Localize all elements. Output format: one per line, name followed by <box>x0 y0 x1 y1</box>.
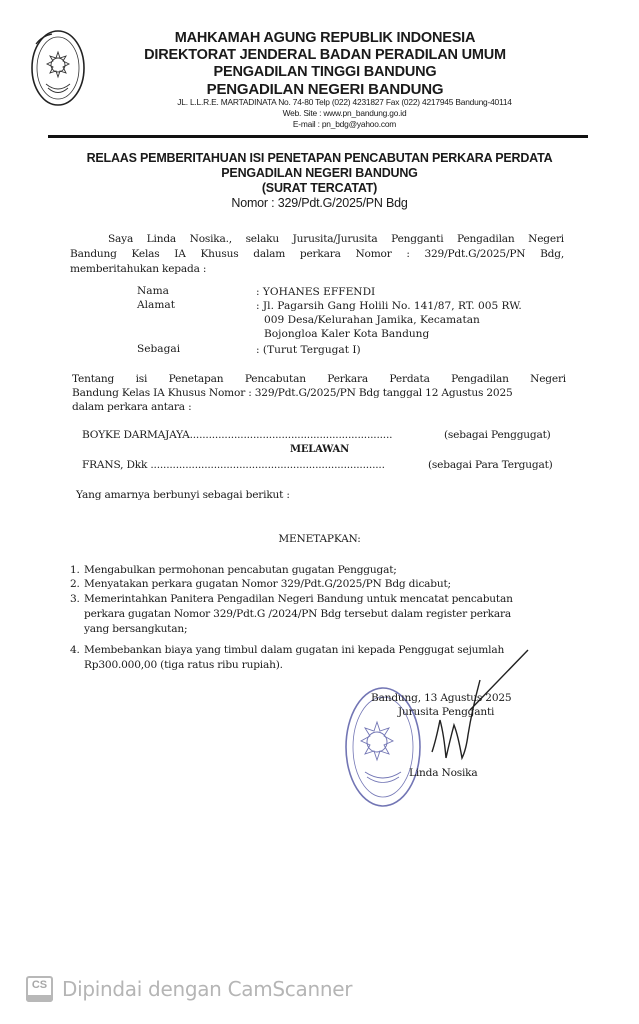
defendant-role: (sebagai Para Tergugat) <box>428 459 553 471</box>
court-seal-icon <box>30 28 86 108</box>
document-number: Nomor : 329/Pdt.G/2025/PN Bdg <box>231 196 408 210</box>
signature-position: Jurusita Pengganti <box>398 706 495 718</box>
decision-item-3-line-1: Memerintahkan Panitera Pengadilan Negeri Bandung untuk mencatat pencabutan <box>84 593 513 605</box>
about-line-3: dalam perkara antara : <box>72 401 192 413</box>
decision-item-3-number: 3. <box>70 593 80 605</box>
about-line-1: Tentang isi Penetapan Pencabutan Perkara Perdata Pengadilan Negeri <box>72 373 566 385</box>
letterhead-line-3: PENGADILAN TINGGI BANDUNG <box>213 64 437 80</box>
decision-item-4-number: 4. <box>70 644 80 656</box>
intro-line-1: Saya Linda Nosika., selaku Jurusita/Jurusita Pengganti Pengadilan Negeri <box>108 233 564 245</box>
versus-label: MELAWAN <box>289 444 350 455</box>
letterhead-email: E-mail : pn_bdg@yahoo.com <box>292 119 397 129</box>
plaintiff-leader-dots: ................................................................ <box>189 429 393 441</box>
recipient-address-line-1: : Jl. Pagarsih Gang Holili No. 141/87, RT. 005 RW. <box>256 300 522 312</box>
letterhead-line-2: DIREKTORAT JENDERAL BADAN PERADILAN UMUM <box>144 47 506 63</box>
recipient-address-label: Alamat <box>137 299 175 311</box>
letterhead-website: Web. Site : www.pn_bandung.go.id <box>282 108 407 118</box>
decision-item-4-line-2: Rp300.000,00 (tiga ratus ribu rupiah). <box>84 659 283 671</box>
letterhead-line-1: MAHKAMAH AGUNG REPUBLIK INDONESIA <box>174 30 476 46</box>
document-title-line-1: RELAAS PEMBERITAHUAN ISI PENETAPAN PENCABUTAN PERKARA PERDATA <box>86 151 553 165</box>
camscanner-logo-label: CS <box>31 979 48 991</box>
recipient-role-label: Sebagai <box>137 343 181 355</box>
recipient-address-line-3: Bojongloa Kaler Kota Bandung <box>264 328 430 340</box>
letterhead-line-4: PENGADILAN NEGERI BANDUNG <box>206 81 444 98</box>
plaintiff-name: BOYKE DARMAJAYA <box>82 429 190 441</box>
intro-line-3: memberitahukan kepada : <box>70 263 207 275</box>
signature-name: Linda Nosika <box>409 767 478 779</box>
letterhead-divider <box>48 135 588 138</box>
about-line-2: Bandung Kelas IA Khusus Nomor : 329/Pdt.G/2025/PN Bdg tanggal 12 Agustus 2025 <box>72 387 513 399</box>
recipient-role-value: : (Turut Tergugat I) <box>256 344 361 356</box>
intro-line-2: Bandung Kelas IA Khusus dalam perkara Nomor : 329/Pdt.G/2025/PN Bdg, <box>70 248 564 260</box>
document-title-line-3: (SURAT TERCATAT) <box>261 181 378 195</box>
signature-place-date: Bandung, 13 Agustus 2025 <box>371 692 512 704</box>
decision-item-4-line-1: Membebankan biaya yang timbul dalam gugatan ini kepada Penggugat sejumlah <box>84 644 505 656</box>
camscanner-logo-icon <box>26 976 53 1002</box>
verdict-intro: Yang amarnya berbunyi sebagai berikut : <box>76 489 290 501</box>
recipient-name-value: : YOHANES EFFENDI <box>256 286 376 298</box>
plaintiff-role: (sebagai Penggugat) <box>444 429 551 441</box>
camscanner-watermark <box>26 974 352 1004</box>
decision-item-3-line-2: perkara gugatan Nomor 329/Pdt.G /2024/PN Bdg tersebut dalam register perkara <box>84 608 511 620</box>
letterhead <box>95 30 555 98</box>
document-title-line-2: PENGADILAN NEGERI BANDUNG <box>221 166 418 180</box>
recipient-name-label: Nama <box>137 285 169 297</box>
decision-item-3-line-3: yang bersangkutan; <box>84 623 188 635</box>
defendant-row <box>82 458 385 473</box>
recipient-address-line-2: 009 Desa/Kelurahan Jamika, Kecamatan <box>264 314 480 326</box>
plaintiff-row <box>82 428 392 443</box>
decision-item-2-text: Menyatakan perkara gugatan Nomor 329/Pdt.G/2025/PN Bdg dicabut; <box>84 578 451 590</box>
letterhead-address: JL. L.L.R.E. MARTADINATA No. 74-80 Telp (022) 4231827 Fax (022) 4217945 Bandung-40114 <box>177 97 512 107</box>
defendant-leader-dots: .......................................................................... <box>150 459 385 471</box>
decision-heading: MENETAPKAN: <box>278 533 361 545</box>
defendant-name: FRANS, Dkk <box>82 459 148 471</box>
camscanner-watermark-text: Dipindai dengan CamScanner <box>62 977 353 1001</box>
decision-item-2-number: 2. <box>70 578 80 590</box>
decision-item-1-number: 1. <box>70 564 80 576</box>
decision-item-1-text: Mengabulkan permohonan pencabutan gugatan Penggugat; <box>84 564 397 576</box>
